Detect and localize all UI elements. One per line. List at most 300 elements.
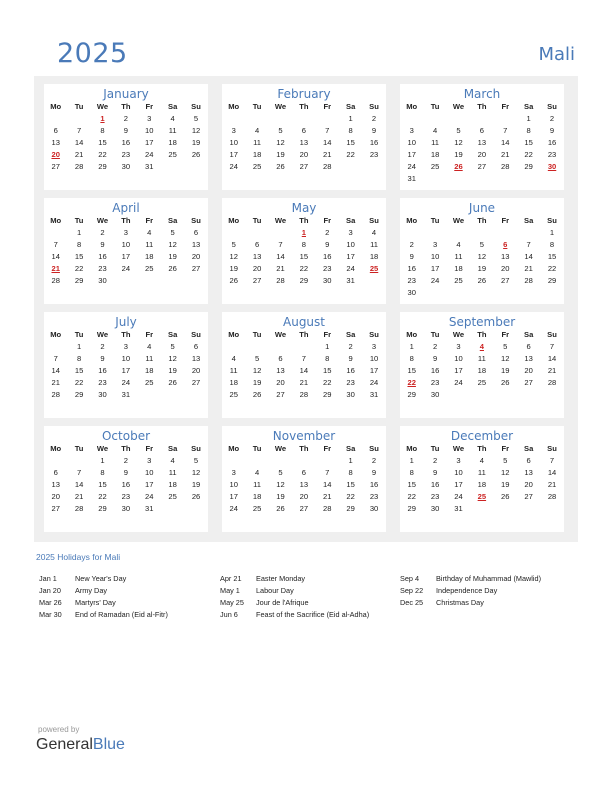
day-cell[interactable]: 11 bbox=[145, 240, 154, 249]
day-cell[interactable]: 4 bbox=[432, 126, 438, 135]
day-cell[interactable]: 22 bbox=[98, 492, 107, 501]
day-cell[interactable]: 31 bbox=[145, 162, 154, 171]
day-cell[interactable]: 16 bbox=[407, 264, 416, 273]
day-cell[interactable]: 5 bbox=[170, 228, 175, 237]
day-cell[interactable]: 4 bbox=[456, 240, 461, 249]
day-cell[interactable]: 4 bbox=[147, 342, 152, 351]
day-cell[interactable]: 15 bbox=[74, 252, 84, 261]
day-cell[interactable]: 1 bbox=[100, 456, 105, 465]
day-cell[interactable]: 8 bbox=[76, 354, 82, 363]
day-cell[interactable]: 25 bbox=[252, 504, 262, 513]
day-cell[interactable]: 16 bbox=[121, 138, 131, 147]
day-cell[interactable]: 13 bbox=[524, 354, 533, 363]
day-cell[interactable]: 3 bbox=[371, 342, 377, 351]
day-cell[interactable]: 22 bbox=[74, 264, 84, 273]
day-cell[interactable]: 23 bbox=[121, 492, 131, 501]
day-cell[interactable]: 23 bbox=[98, 378, 107, 387]
day-cell[interactable]: 27 bbox=[501, 276, 510, 285]
day-cell[interactable]: 20 bbox=[299, 492, 309, 501]
day-cell[interactable]: 25 bbox=[369, 264, 379, 273]
day-cell[interactable]: 28 bbox=[547, 378, 557, 387]
day-cell[interactable]: 10 bbox=[407, 138, 416, 147]
day-cell[interactable]: 15 bbox=[346, 138, 355, 147]
day-cell[interactable]: 12 bbox=[168, 354, 177, 363]
day-cell[interactable]: 21 bbox=[323, 150, 332, 159]
day-cell[interactable]: 5 bbox=[479, 240, 484, 249]
day-cell[interactable]: 8 bbox=[348, 126, 353, 135]
day-cell[interactable]: 28 bbox=[276, 276, 285, 285]
day-cell[interactable]: 21 bbox=[547, 366, 557, 375]
day-cell[interactable]: 4 bbox=[170, 456, 175, 465]
day-cell[interactable]: 4 bbox=[371, 228, 377, 237]
day-cell[interactable]: 19 bbox=[252, 378, 262, 387]
day-cell[interactable]: 21 bbox=[276, 264, 285, 273]
day-cell[interactable]: 12 bbox=[501, 468, 510, 477]
day-cell[interactable]: 15 bbox=[98, 480, 107, 489]
day-cell[interactable]: 11 bbox=[477, 354, 486, 363]
day-cell[interactable]: 4 bbox=[254, 468, 260, 477]
day-cell[interactable]: 30 bbox=[346, 390, 355, 399]
day-cell[interactable]: 1 bbox=[76, 342, 82, 351]
day-cell[interactable]: 16 bbox=[369, 138, 379, 147]
day-cell[interactable]: 15 bbox=[407, 366, 416, 375]
day-cell[interactable]: 8 bbox=[409, 468, 414, 477]
day-cell[interactable]: 13 bbox=[276, 366, 285, 375]
day-cell[interactable]: 24 bbox=[229, 162, 238, 171]
day-cell[interactable]: 24 bbox=[407, 162, 416, 171]
day-cell[interactable]: 12 bbox=[477, 252, 487, 261]
day-cell[interactable]: 24 bbox=[454, 492, 463, 501]
day-cell[interactable]: 22 bbox=[407, 378, 416, 387]
day-cell[interactable]: 14 bbox=[51, 252, 60, 261]
day-cell[interactable]: 14 bbox=[323, 480, 332, 489]
day-cell[interactable]: 9 bbox=[123, 468, 128, 477]
generalblue-logo[interactable] bbox=[36, 736, 125, 754]
day-cell[interactable]: 19 bbox=[229, 264, 238, 273]
day-cell[interactable]: 1 bbox=[76, 228, 82, 237]
day-cell[interactable]: 26 bbox=[501, 378, 510, 387]
day-cell[interactable]: 27 bbox=[51, 504, 60, 513]
day-cell[interactable]: 24 bbox=[145, 150, 154, 159]
day-cell[interactable]: 26 bbox=[168, 264, 177, 273]
day-cell[interactable]: 31 bbox=[369, 390, 379, 399]
day-cell[interactable]: 11 bbox=[168, 468, 177, 477]
day-cell[interactable]: 12 bbox=[168, 240, 177, 249]
day-cell[interactable]: 20 bbox=[51, 492, 60, 501]
day-cell[interactable]: 12 bbox=[501, 354, 510, 363]
day-cell[interactable]: 4 bbox=[479, 456, 484, 465]
day-cell[interactable]: 9 bbox=[100, 354, 105, 363]
day-cell[interactable]: 26 bbox=[229, 276, 238, 285]
day-cell[interactable]: 31 bbox=[346, 276, 355, 285]
day-cell[interactable]: 14 bbox=[299, 366, 309, 375]
day-cell[interactable]: 14 bbox=[501, 138, 510, 147]
day-cell[interactable]: 28 bbox=[323, 162, 332, 171]
day-cell[interactable]: 21 bbox=[547, 480, 557, 489]
day-cell[interactable]: 29 bbox=[524, 162, 533, 171]
day-cell[interactable]: 24 bbox=[369, 378, 379, 387]
day-cell[interactable]: 28 bbox=[74, 162, 84, 171]
day-cell[interactable]: 29 bbox=[323, 390, 332, 399]
day-cell[interactable]: 2 bbox=[432, 342, 438, 351]
day-cell[interactable]: 24 bbox=[430, 276, 440, 285]
day-cell[interactable]: 5 bbox=[193, 456, 199, 465]
day-cell[interactable]: 10 bbox=[229, 138, 238, 147]
day-cell[interactable]: 18 bbox=[477, 480, 487, 489]
day-cell[interactable]: 17 bbox=[407, 150, 416, 159]
day-cell[interactable]: 19 bbox=[168, 366, 177, 375]
day-cell[interactable]: 24 bbox=[145, 492, 154, 501]
day-cell[interactable]: 4 bbox=[254, 126, 260, 135]
day-cell[interactable]: 6 bbox=[193, 228, 199, 237]
day-cell[interactable]: 15 bbox=[323, 366, 332, 375]
day-cell[interactable]: 6 bbox=[526, 456, 531, 465]
day-cell[interactable]: 17 bbox=[229, 150, 238, 159]
day-cell[interactable]: 10 bbox=[346, 240, 355, 249]
day-cell[interactable]: 8 bbox=[348, 468, 353, 477]
day-cell[interactable]: 13 bbox=[51, 480, 60, 489]
day-cell[interactable]: 22 bbox=[524, 150, 533, 159]
day-cell[interactable]: 15 bbox=[346, 480, 355, 489]
day-cell[interactable]: 2 bbox=[549, 114, 555, 123]
day-cell[interactable]: 29 bbox=[98, 504, 107, 513]
day-cell[interactable]: 2 bbox=[123, 456, 128, 465]
day-cell[interactable]: 17 bbox=[454, 366, 463, 375]
day-cell[interactable]: 1 bbox=[325, 342, 330, 351]
day-cell[interactable]: 20 bbox=[191, 252, 201, 261]
day-cell[interactable]: 30 bbox=[369, 504, 379, 513]
day-cell[interactable]: 25 bbox=[145, 264, 154, 273]
day-cell[interactable]: 30 bbox=[323, 276, 332, 285]
day-cell[interactable]: 14 bbox=[51, 366, 60, 375]
day-cell[interactable]: 16 bbox=[121, 480, 131, 489]
day-cell[interactable]: 22 bbox=[299, 264, 309, 273]
day-cell[interactable]: 21 bbox=[501, 150, 510, 159]
day-cell[interactable]: 9 bbox=[549, 126, 555, 135]
day-cell[interactable]: 5 bbox=[456, 126, 461, 135]
day-cell[interactable]: 28 bbox=[51, 390, 60, 399]
day-cell[interactable]: 24 bbox=[121, 264, 131, 273]
day-cell[interactable]: 7 bbox=[76, 468, 82, 477]
day-cell[interactable]: 7 bbox=[76, 126, 82, 135]
day-cell[interactable]: 5 bbox=[278, 126, 283, 135]
day-cell[interactable]: 23 bbox=[430, 378, 440, 387]
day-cell[interactable]: 23 bbox=[98, 264, 107, 273]
day-cell[interactable]: 13 bbox=[477, 138, 487, 147]
day-cell[interactable]: 26 bbox=[501, 492, 510, 501]
day-cell[interactable]: 9 bbox=[432, 468, 438, 477]
day-cell[interactable]: 3 bbox=[123, 228, 128, 237]
day-cell[interactable]: 30 bbox=[98, 390, 107, 399]
day-cell[interactable]: 21 bbox=[51, 264, 60, 273]
day-cell[interactable]: 30 bbox=[121, 504, 131, 513]
day-cell[interactable]: 21 bbox=[524, 264, 533, 273]
day-cell[interactable]: 29 bbox=[346, 504, 355, 513]
day-cell[interactable]: 9 bbox=[409, 252, 414, 261]
day-cell[interactable]: 26 bbox=[191, 150, 201, 159]
day-cell[interactable]: 20 bbox=[252, 264, 262, 273]
day-cell[interactable]: 19 bbox=[454, 150, 463, 159]
day-cell[interactable]: 7 bbox=[526, 240, 531, 249]
day-cell[interactable]: 3 bbox=[456, 342, 461, 351]
day-cell[interactable]: 1 bbox=[549, 228, 555, 237]
day-cell[interactable]: 19 bbox=[477, 264, 487, 273]
day-cell[interactable]: 25 bbox=[168, 492, 177, 501]
day-cell[interactable]: 18 bbox=[252, 492, 262, 501]
day-cell[interactable]: 20 bbox=[276, 378, 285, 387]
day-cell[interactable]: 16 bbox=[98, 252, 107, 261]
day-cell[interactable]: 29 bbox=[299, 276, 309, 285]
day-cell[interactable]: 19 bbox=[276, 150, 285, 159]
day-cell[interactable]: 5 bbox=[193, 114, 199, 123]
day-cell[interactable]: 19 bbox=[501, 366, 510, 375]
day-cell[interactable]: 15 bbox=[407, 480, 416, 489]
day-cell[interactable]: 17 bbox=[454, 480, 463, 489]
day-cell[interactable]: 7 bbox=[549, 456, 555, 465]
day-cell[interactable]: 7 bbox=[325, 126, 330, 135]
day-cell[interactable]: 18 bbox=[168, 480, 177, 489]
day-cell[interactable]: 7 bbox=[53, 354, 58, 363]
day-cell[interactable]: 21 bbox=[51, 378, 60, 387]
day-cell[interactable]: 15 bbox=[547, 252, 557, 261]
day-cell[interactable]: 18 bbox=[145, 366, 154, 375]
day-cell[interactable]: 2 bbox=[123, 114, 128, 123]
day-cell[interactable]: 5 bbox=[278, 468, 283, 477]
day-cell[interactable]: 24 bbox=[229, 504, 238, 513]
day-cell[interactable]: 5 bbox=[170, 342, 175, 351]
day-cell[interactable]: 26 bbox=[168, 378, 177, 387]
day-cell[interactable]: 2 bbox=[325, 228, 330, 237]
day-cell[interactable]: 27 bbox=[191, 378, 201, 387]
day-cell[interactable]: 3 bbox=[147, 114, 152, 123]
day-cell[interactable]: 28 bbox=[299, 390, 309, 399]
day-cell[interactable]: 29 bbox=[74, 390, 84, 399]
day-cell[interactable]: 1 bbox=[409, 456, 414, 465]
day-cell[interactable]: 17 bbox=[145, 138, 154, 147]
day-cell[interactable]: 19 bbox=[501, 480, 510, 489]
day-cell[interactable]: 5 bbox=[503, 456, 508, 465]
day-cell[interactable]: 30 bbox=[121, 162, 131, 171]
day-cell[interactable]: 10 bbox=[121, 240, 131, 249]
day-cell[interactable]: 6 bbox=[53, 126, 58, 135]
day-cell[interactable]: 29 bbox=[547, 276, 557, 285]
day-cell[interactable]: 11 bbox=[370, 240, 378, 249]
day-cell[interactable]: 25 bbox=[454, 276, 463, 285]
day-cell[interactable]: 9 bbox=[348, 354, 353, 363]
day-cell[interactable]: 9 bbox=[123, 126, 128, 135]
day-cell[interactable]: 13 bbox=[191, 354, 201, 363]
day-cell[interactable]: 12 bbox=[276, 480, 285, 489]
day-cell[interactable]: 30 bbox=[547, 162, 557, 171]
day-cell[interactable]: 20 bbox=[191, 366, 201, 375]
day-cell[interactable]: 31 bbox=[121, 390, 131, 399]
day-cell[interactable]: 5 bbox=[254, 354, 260, 363]
day-cell[interactable]: 6 bbox=[503, 240, 508, 249]
day-cell[interactable]: 29 bbox=[407, 390, 416, 399]
day-cell[interactable]: 14 bbox=[276, 252, 285, 261]
day-cell[interactable]: 15 bbox=[299, 252, 309, 261]
day-cell[interactable]: 23 bbox=[407, 276, 416, 285]
day-cell[interactable]: 5 bbox=[503, 342, 508, 351]
day-cell[interactable]: 17 bbox=[369, 366, 379, 375]
day-cell[interactable]: 3 bbox=[231, 126, 236, 135]
day-cell[interactable]: 16 bbox=[369, 480, 379, 489]
day-cell[interactable]: 7 bbox=[53, 240, 58, 249]
day-cell[interactable]: 2 bbox=[409, 240, 414, 249]
day-cell[interactable]: 4 bbox=[231, 354, 236, 363]
day-cell[interactable]: 2 bbox=[100, 228, 105, 237]
day-cell[interactable]: 2 bbox=[371, 456, 377, 465]
day-cell[interactable]: 18 bbox=[252, 150, 262, 159]
day-cell[interactable]: 30 bbox=[430, 504, 440, 513]
day-cell[interactable]: 12 bbox=[252, 366, 262, 375]
day-cell[interactable]: 17 bbox=[145, 480, 154, 489]
day-cell[interactable]: 16 bbox=[430, 366, 440, 375]
day-cell[interactable]: 3 bbox=[147, 456, 152, 465]
day-cell[interactable]: 10 bbox=[430, 252, 440, 261]
day-cell[interactable]: 28 bbox=[74, 504, 84, 513]
day-cell[interactable]: 28 bbox=[524, 276, 533, 285]
day-cell[interactable]: 9 bbox=[325, 240, 330, 249]
day-cell[interactable]: 10 bbox=[369, 354, 379, 363]
day-cell[interactable]: 20 bbox=[299, 150, 309, 159]
day-cell[interactable]: 17 bbox=[121, 252, 131, 261]
day-cell[interactable]: 23 bbox=[547, 150, 557, 159]
day-cell[interactable]: 1 bbox=[301, 228, 306, 237]
day-cell[interactable]: 12 bbox=[276, 138, 285, 147]
day-cell[interactable]: 16 bbox=[98, 366, 107, 375]
day-cell[interactable]: 16 bbox=[547, 138, 557, 147]
day-cell[interactable]: 6 bbox=[53, 468, 58, 477]
day-cell[interactable]: 30 bbox=[407, 288, 416, 297]
day-cell[interactable]: 23 bbox=[346, 378, 355, 387]
day-cell[interactable]: 30 bbox=[430, 390, 440, 399]
day-cell[interactable]: 14 bbox=[524, 252, 533, 261]
day-cell[interactable]: 12 bbox=[191, 126, 201, 135]
day-cell[interactable]: 22 bbox=[407, 492, 416, 501]
day-cell[interactable]: 5 bbox=[231, 240, 236, 249]
day-cell[interactable]: 2 bbox=[348, 342, 353, 351]
day-cell[interactable]: 10 bbox=[454, 468, 463, 477]
day-cell[interactable]: 29 bbox=[407, 504, 416, 513]
day-cell[interactable]: 27 bbox=[252, 276, 262, 285]
day-cell[interactable]: 1 bbox=[526, 114, 531, 123]
day-cell[interactable]: 27 bbox=[524, 378, 533, 387]
day-cell[interactable]: 19 bbox=[276, 492, 285, 501]
day-cell[interactable]: 6 bbox=[193, 342, 199, 351]
day-cell[interactable]: 7 bbox=[301, 354, 306, 363]
day-cell[interactable]: 14 bbox=[547, 354, 557, 363]
day-cell[interactable]: 9 bbox=[371, 468, 377, 477]
day-cell[interactable]: 12 bbox=[229, 252, 238, 261]
day-cell[interactable]: 8 bbox=[409, 354, 414, 363]
day-cell[interactable]: 8 bbox=[100, 468, 105, 477]
day-cell[interactable]: 8 bbox=[325, 354, 330, 363]
day-cell[interactable]: 22 bbox=[98, 150, 107, 159]
day-cell[interactable]: 27 bbox=[524, 492, 533, 501]
day-cell[interactable]: 19 bbox=[191, 138, 201, 147]
day-cell[interactable]: 28 bbox=[547, 492, 557, 501]
day-cell[interactable]: 18 bbox=[145, 252, 154, 261]
day-cell[interactable]: 3 bbox=[348, 228, 353, 237]
day-cell[interactable]: 18 bbox=[454, 264, 463, 273]
day-cell[interactable]: 22 bbox=[74, 378, 84, 387]
day-cell[interactable]: 23 bbox=[369, 150, 379, 159]
day-cell[interactable]: 10 bbox=[145, 126, 154, 135]
day-cell[interactable]: 16 bbox=[323, 252, 332, 261]
day-cell[interactable]: 27 bbox=[191, 264, 201, 273]
day-cell[interactable]: 1 bbox=[348, 456, 353, 465]
day-cell[interactable]: 2 bbox=[432, 456, 438, 465]
day-cell[interactable]: 14 bbox=[547, 468, 557, 477]
day-cell[interactable]: 2 bbox=[100, 342, 105, 351]
day-cell[interactable]: 11 bbox=[431, 138, 440, 147]
day-cell[interactable]: 21 bbox=[299, 378, 309, 387]
day-cell[interactable]: 13 bbox=[191, 240, 201, 249]
day-cell[interactable]: 23 bbox=[121, 150, 131, 159]
day-cell[interactable]: 28 bbox=[323, 504, 332, 513]
day-cell[interactable]: 11 bbox=[477, 468, 486, 477]
day-cell[interactable]: 25 bbox=[145, 378, 154, 387]
day-cell[interactable]: 27 bbox=[299, 162, 309, 171]
day-cell[interactable]: 9 bbox=[371, 126, 377, 135]
day-cell[interactable]: 27 bbox=[477, 162, 487, 171]
day-cell[interactable]: 26 bbox=[191, 492, 201, 501]
day-cell[interactable]: 21 bbox=[74, 492, 84, 501]
day-cell[interactable]: 14 bbox=[323, 138, 332, 147]
day-cell[interactable]: 8 bbox=[100, 126, 105, 135]
day-cell[interactable]: 22 bbox=[346, 150, 355, 159]
day-cell[interactable]: 18 bbox=[430, 150, 440, 159]
day-cell[interactable]: 3 bbox=[123, 342, 128, 351]
day-cell[interactable]: 17 bbox=[229, 492, 238, 501]
day-cell[interactable]: 29 bbox=[98, 162, 107, 171]
day-cell[interactable]: 20 bbox=[51, 150, 60, 159]
day-cell[interactable]: 26 bbox=[477, 276, 487, 285]
day-cell[interactable]: 8 bbox=[76, 240, 82, 249]
day-cell[interactable]: 11 bbox=[229, 366, 238, 375]
day-cell[interactable]: 14 bbox=[74, 138, 84, 147]
day-cell[interactable]: 26 bbox=[454, 162, 463, 171]
day-cell[interactable]: 28 bbox=[501, 162, 510, 171]
day-cell[interactable]: 20 bbox=[501, 264, 510, 273]
day-cell[interactable]: 6 bbox=[254, 240, 260, 249]
day-cell[interactable]: 22 bbox=[323, 378, 332, 387]
day-cell[interactable]: 15 bbox=[524, 138, 533, 147]
day-cell[interactable]: 7 bbox=[549, 342, 555, 351]
day-cell[interactable]: 17 bbox=[430, 264, 440, 273]
day-cell[interactable]: 9 bbox=[100, 240, 105, 249]
day-cell[interactable]: 1 bbox=[409, 342, 414, 351]
day-cell[interactable]: 20 bbox=[524, 480, 533, 489]
day-cell[interactable]: 31 bbox=[454, 504, 463, 513]
day-cell[interactable]: 11 bbox=[253, 480, 262, 489]
day-cell[interactable]: 13 bbox=[299, 138, 309, 147]
day-cell[interactable]: 11 bbox=[145, 354, 154, 363]
day-cell[interactable]: 25 bbox=[477, 492, 487, 501]
day-cell[interactable]: 8 bbox=[549, 240, 555, 249]
day-cell[interactable]: 26 bbox=[276, 504, 285, 513]
day-cell[interactable]: 24 bbox=[346, 264, 355, 273]
day-cell[interactable]: 8 bbox=[526, 126, 531, 135]
day-cell[interactable]: 13 bbox=[51, 138, 60, 147]
day-cell[interactable]: 17 bbox=[346, 252, 355, 261]
day-cell[interactable]: 4 bbox=[147, 228, 152, 237]
day-cell[interactable]: 3 bbox=[409, 126, 414, 135]
day-cell[interactable]: 4 bbox=[479, 342, 484, 351]
day-cell[interactable]: 22 bbox=[346, 492, 355, 501]
day-cell[interactable]: 3 bbox=[432, 240, 438, 249]
